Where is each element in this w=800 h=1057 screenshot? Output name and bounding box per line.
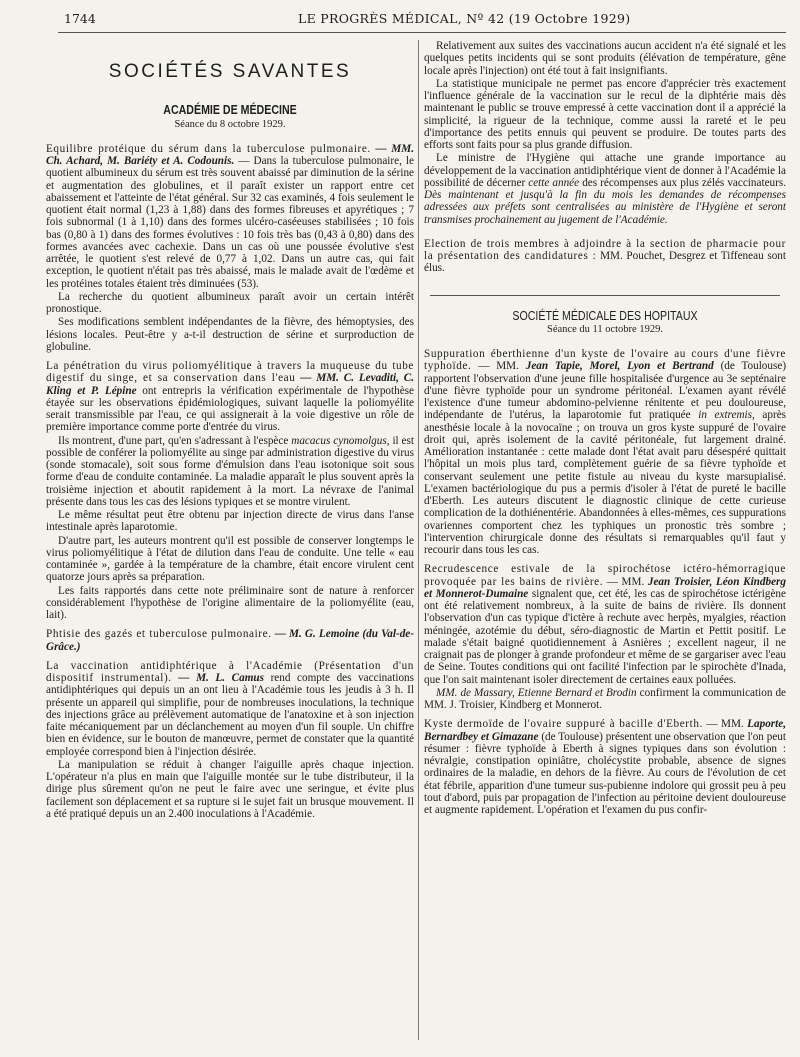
article-title: La pénétration du virus poliomyélitique à travers la muqueuse du tube digestif du singe, et sa conservation dans l'eau: [46, 360, 414, 385]
article-authors: Laporte, Bernardbey et Gimazane: [424, 718, 786, 743]
paragraph: [424, 687, 786, 712]
article-text: — Dans la tuberculose pulmonaire, le quotient albumineux du sérum est très souvent abaissé par diminution de la sérine et augmentation des globulines, et il paraît exister un rapport entre cet abaissement et l'atteinte de l'état général. Sur 32 cas examinés, 4 fois seulement le quotient était normal (1,23 à 1,88) dans des formes fibreuses et apyrétiques ; 7 fois subnormal (1 à 1,10) dans des formes ulcéro-caséeuses stabilisées ; 10 fois bas (0,80 à 1) dans des formes évolutives : 10 fois très bas (0,43 à 0,80) dans des formes avancées avec cachexie. Dans un cas où une poussée évolutive s'est arrêtée, le quotient s'est relevé de 0,77 à 1,02. Dans un autre cas, qui fait exception, le quotient n'était pas très abaissé, mais le malade avait de l'œdème et les protéines totales étaient très diminuées (53).: [46, 155, 414, 290]
article-title: Kyste dermoïde de l'ovaire suppuré à bacille d'Eberth.: [424, 718, 703, 731]
academy-session-date: Séance du 8 octobre 1929.: [174, 118, 286, 130]
paragraph: [424, 152, 786, 226]
text-run: des récompenses aux plus zélés vaccinateurs.: [582, 176, 786, 189]
article-authors: — MM. Ch. Achard, M. Bariéty et A. Codounis.: [46, 142, 414, 167]
article-text: après anesthésie locale à la novocaïne ; on trouva un gros kyste suppuré de l'ovaire droit qui, après isolement de la cavité péritonéale, fut largement drainé. Amélioration instantanée : cette malade dont l'état avait paru désespéré quittait l'hôpital un mois plus tard, complètement guérie de sa fièvre typhoïde et conservant seulement une petite fistule au niveau du kyste marsupialisé. L'examen bactériologique du pus a permis d'isoler à l'état de pureté le bacille d'Eberth. Les auteurs discutent le diagnostic clinique de cette curieuse complication de la dothiénentérie. Abandonnées à elles-mêmes, ces suppurations ovariennes comportent chez les typhiques un pronostic très sombre ; l'intervention chirurgicale donne des résultats si remarquables qu'il faut y recourir dans tous les cas.: [424, 409, 786, 556]
paragraph: La statistique municipale ne permet pas encore d'apprécier très exactement l'influence générale de la vaccination sur le recul de la diphtérie mais dès maintenant le public se trouve empressé à cette vaccination dont il a apprécié la simplicité, la rigueur de la technique, comme aussi la rareté et le peu d'importance des petits ennuis qui peuvent se produire. De toutes parts des efforts sont faits pour sa plus grande diffusion.: [424, 77, 786, 151]
society-heading: SOCIÉTÉ MÉDICALE DES HOPITAUX: [512, 308, 698, 323]
article-text: rend compte des vaccinations antidiphtériques qui depuis un an ont lieu à l'Académie tous les jeudis à 3 h. Il présente un appareil qui simplifie, pour de nombreuses inoculations, la technique des injections grâce au prélèvement automatique de l'anatoxine et à son injection faite mécaniquement par un déclanchement au moyen d'un fil souple. Un chiffre bien en évidence, sur le bouton de manœuvre, permet de constater que la quantité employée correspond bien à l'injection désirée.: [46, 672, 414, 758]
article-authors: Jean Tapie, Morel, Lyon et Bertrand: [525, 360, 714, 373]
article-authors: — MM. C. Levaditi, C. Kling et P. Lépine: [46, 372, 414, 397]
text-run-italic: in extremis,: [698, 409, 755, 422]
text-run: (de Toulouse): [541, 730, 603, 743]
article-title: Suppuration éberthienne d'un kyste de l'ovaire au cours d'une fièvre typhoïde.: [424, 348, 786, 373]
article-text: présentent une observation que l'on peut résumer : fièvre typhoïde à Eberth à signes typiques dans son évolution : névralgie, constipation opiniâtre, cholécystite probable, absence de signes ordinaires de la maladie, en dehors de la fièvre. Au cours de l'évolution de cet état fébrile, apparition d'une tumeur sus-pubienne indolore qui grossit peu à peu tout d'abord, puis par propagation de l'infection au péritoine devient douloureuse et augmente rapidement. L'opération et l'examen du pus confir-: [424, 730, 786, 816]
article-suppuration-eberthienne: [424, 348, 786, 556]
article-title: Election de trois membres à adjoindre à la section de pharmacie pour la présentation des candidatures :: [424, 237, 786, 262]
article-phtisie-gazes: [46, 628, 414, 653]
article-text: signalent que, cet été, les cas de spirochétose ictérigène ont été relativement nombreux, à la suite de bains de rivière. Ils donnent l'observation d'un cas typique d'ictère à rechute avec herpès, myalgies, réaction méningée, azotémie du début, séro-diagnostic de Martin et Pettit positif. Le malade s'était baigné quotidiennement à Asnières ; excellent nageur, il ne craignait pas de plonger à grande profondeur et même de se gargariser avec l'eau de Seine. Toutes conditions qui ont facilité l'infection par le spirochète d'Inada, que l'on sait maintenant isoler directement de certaines eaux polluées.: [424, 587, 786, 686]
right-column: [424, 40, 786, 1045]
text-run: — MM.: [606, 575, 645, 588]
text-run: confirment la communication de MM. J. Troisier, Kindberg et Monnerot.: [424, 686, 786, 711]
article-title: Recrudescence estivale de la spirochétose ictéro-hémorragique provoquée par les bains de rivière.: [424, 563, 786, 588]
running-header: [58, 8, 786, 33]
article-title: La vaccination antidiphtérique à l'Académie (Présentation d'un dispositif instrumental).: [46, 659, 414, 684]
article-authors: MM. de Massary, Etienne Bernard et Brodin: [436, 686, 637, 699]
text-run-italic: cette année: [528, 176, 580, 189]
section-title: SOCIÉTÉS SAVANTES: [108, 61, 352, 82]
paragraph: Le même résultat peut être obtenu par injection directe de virus dans l'anse intestinale après laparotomie.: [46, 509, 414, 534]
text-run: — MM.: [478, 360, 519, 373]
article-text: MM. Pouchet, Desgrez et Tiffeneau sont élus.: [424, 250, 786, 275]
species-name: macacus cynomolgus,: [291, 434, 390, 447]
paragraph: La recherche du quotient albumineux paraît avoir un certain intérêt pronostique.: [46, 290, 414, 315]
text-run: — MM.: [706, 718, 744, 731]
column-divider: [418, 40, 419, 1040]
text-run: il est possible de conférer la poliomyélite au singe par administration digestive du virus (sonde stomacale), soit sous forme d'émulsion dans l'eau isotonique soit sous forme d'eau de conduite contaminée. La maladie apparaît le plus souvent après la troisième injection et aboutit rapidement à la mort. La névraxe de l'animal présente dans tous les cas des lésions typiques et se montre virulent.: [46, 434, 414, 508]
article-title: Phtisie des gazés et tuberculose pulmonaire.: [46, 628, 272, 641]
paragraph: Ses modifications semblent indépendantes de la fièvre, des hémoptysies, des lésions locales. Peut-être y a-t-il destruction de sérine et surproduction de globuline.: [46, 316, 414, 353]
article-text: ont entrepris la vérification expérimentale de l'hypothèse étayée sur les observations épidémiologiques, suivant laquelle la poliomyélite serait transmissible par l'eau, ce qui assignerait à la voie digestive un rôle de première importance comme porte d'entrée du virus.: [46, 384, 414, 434]
article-vaccination-antidiphterique: [46, 660, 414, 758]
paragraph: [46, 435, 414, 509]
running-title: LE PROGRÈS MÉDICAL, Nº 42 (19 Octobre 1929): [298, 11, 631, 26]
paragraph: Relativement aux suites des vaccinations aucun accident n'a été signalé et les quelques petits incidents qui se sont produits (élévation de température, gêne locale après l'injection) ont été tout à fait insignifiants.: [424, 40, 786, 77]
article-authors: — M. L. Camus: [178, 672, 264, 684]
paragraph: D'autre part, les auteurs montrent qu'il est possible de conserver longtemps le virus poliomyélitique à l'état de dilution dans l'eau de conduite. Une telle « eau contaminée », gardée à la température de la chambre, était encore virulent cent quatorze jours après sa préparation.: [46, 534, 414, 584]
text-run: (de Toulouse): [720, 360, 786, 373]
text-run-italic: Dès maintenant et jusqu'à la fin du mois les demandes de récompenses adressées aux préfets sont centralisées au ministère de l'Hygiène et seront transmises prochainement au jugement de l'Académie.: [424, 189, 786, 226]
page-number: 1744: [64, 11, 96, 26]
article-election: [424, 238, 786, 275]
paragraph: La manipulation se réduit à changer l'aiguille après chaque injection. L'opérateur n'a plus en main que l'aiguille montée sur le tube distributeur, il la dirige plus sûrement qu'on ne peut le faire avec une seringue, et évite plus facilement son déplacement et sa rupture si le sujet fait un brusque mouvement. Il a été pratiqué depuis un an 2.400 inoculations à l'Académie.: [46, 758, 414, 820]
text-run: Le ministre de l'Hygiène qui attache une grande importance au développement de la vaccination antidiphtérique vient de donner à l'Académie la possibilité de décerner: [424, 152, 786, 189]
text-run: Ils montrent, d'une part, qu'en s'adressant à l'espèce: [58, 434, 289, 447]
section-separator: [430, 295, 780, 296]
article-authors: — M. G. Lemoine (du Val-de-Grâce.): [46, 628, 414, 653]
academy-heading: ACADÉMIE DE MÉDECINE: [163, 103, 297, 118]
paragraph: Les faits rapportés dans cette note préliminaire sont de nature à renforcer considérablement l'hypothèse de l'origine alimentaire de la poliomyélite (eau, lait).: [46, 584, 414, 621]
society-session-date: Séance du 11 octobre 1929.: [547, 323, 663, 335]
article-title: Equilibre protéique du sérum dans la tuberculose pulmonaire.: [46, 142, 371, 155]
article-text: rapportent l'observation d'une jeune fille hospitalisée d'urgence au 3e septénaire d'une fièvre typhoïde pour un syndrome péritonéal. L'examen ayant révélé l'existence d'une tumeur abdomino-pelvienne rénitente et peu douloureuse, indépendante de l'utérus, la laparotomie fut pratiquée: [424, 372, 786, 422]
article-spirochetose: [424, 563, 786, 686]
article-authors: Jean Troisier, Léon Kindberg et Monnerot-Dumaine: [424, 575, 786, 600]
article-virus-poliomyelitique: [46, 360, 414, 434]
article-kyste-dermoide: [424, 718, 786, 816]
article-equilibre-proteique: [46, 143, 414, 290]
left-column: [46, 40, 414, 1045]
